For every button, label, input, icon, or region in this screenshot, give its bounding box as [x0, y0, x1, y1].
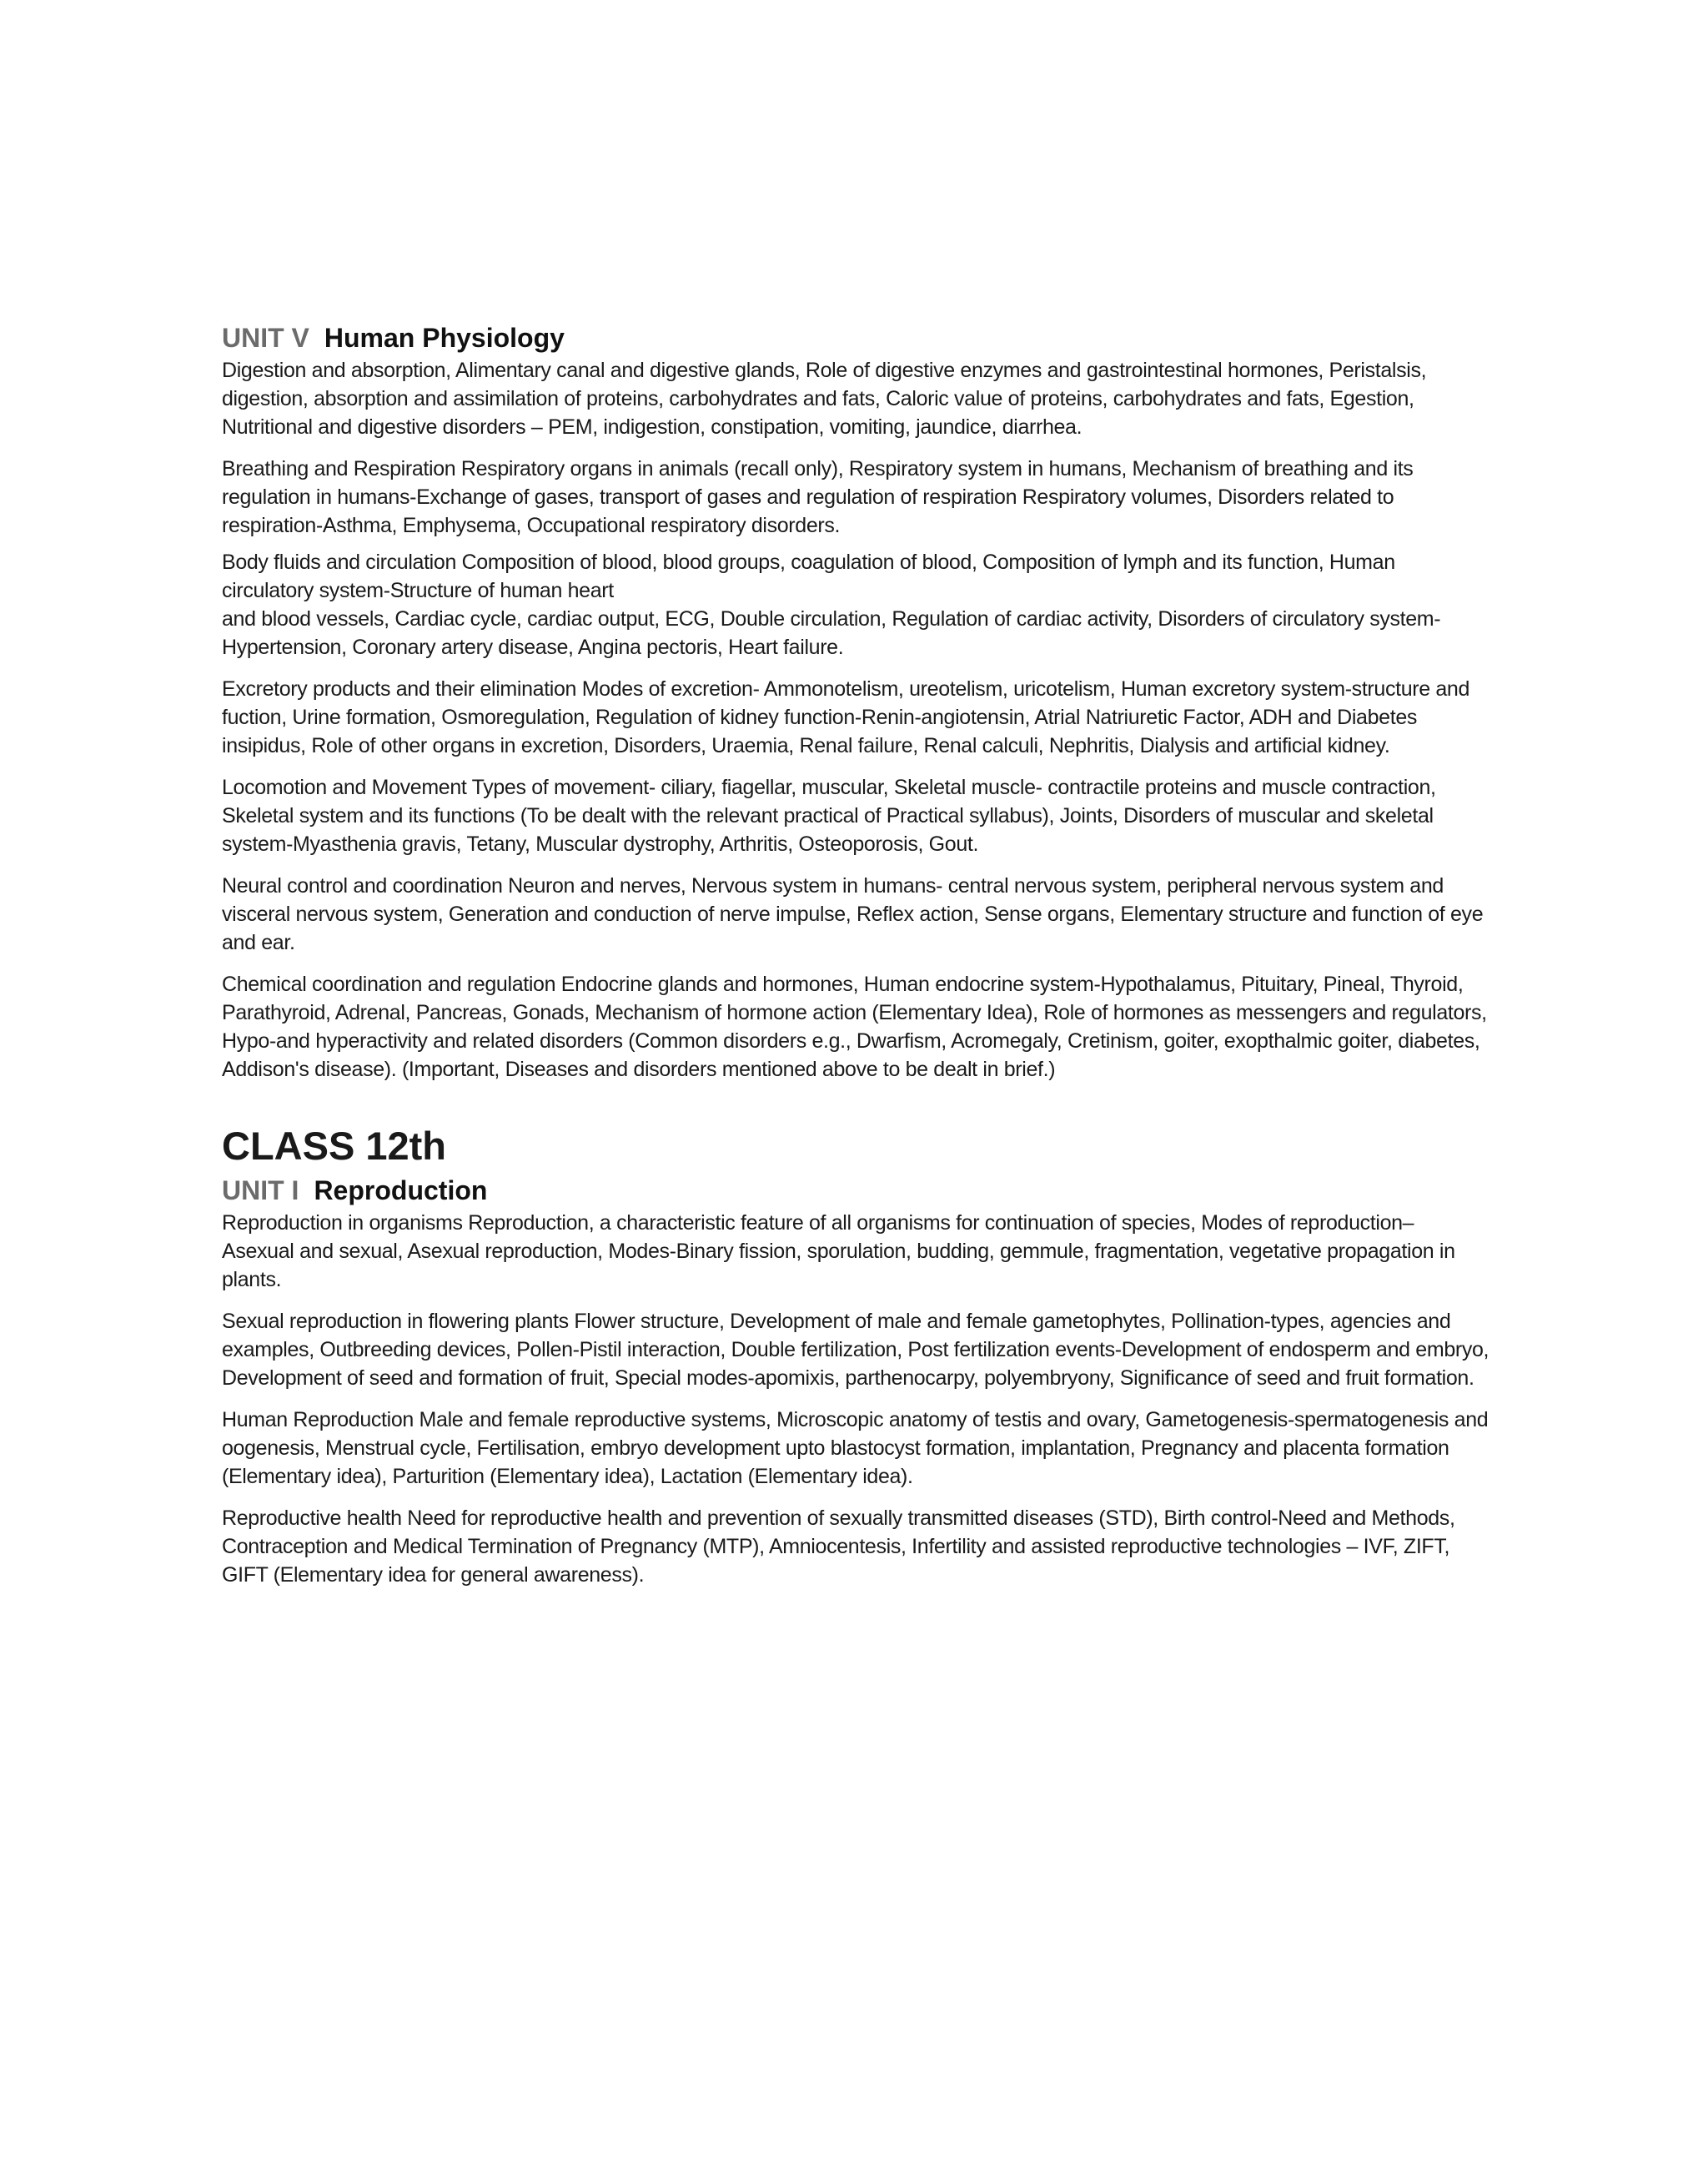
- class-12-heading: CLASS 12th: [222, 1124, 446, 1168]
- unit-i-label: UNIT I: [222, 1175, 299, 1205]
- paragraph-digestion: Digestion and absorption, Alimentary canal and digestive glands, Role of digestive enzymes and gastrointestinal hormones, Peristalsis, digestion, absorption and assimilation of proteins, carbohydrates and fats, Caloric value of proteins, carbohydrates and fats, Egestion, Nutritional and digestive disorders – PEM, indigestion, constipation, vomiting, jaundice, diarrhea.: [222, 359, 1427, 439]
- paragraph-circulation-part2: and blood vessels, Cardiac cycle, cardiac output, ECG, Double circulation, Regulation of cardiac activity, Disorders of circulatory system-Hypertension, Coronary artery disease, Angina pectoris, Heart failure.: [222, 607, 1441, 659]
- unit-i-heading: [222, 1174, 1489, 1207]
- document-page: [222, 321, 1489, 1602]
- paragraph-chemical-coordination: Chemical coordination and regulation Endocrine glands and hormones, Human endocrine system-Hypothalamus, Pituitary, Pineal, Thyroid, Parathyroid, Adrenal, Pancreas, Gonads, Mechanism of hormone action (Elementary Idea), Role of hormones as messengers and regulators, Hypo-and hyperactivity and related disorders (Common disorders e.g., Dwarfism, Acromegaly, Cretinism, goiter, exopthalmic goiter, diabetes, Addison's disease). (Important, Diseases and disorders mentioned above to be dealt in brief.): [222, 973, 1487, 1081]
- unit-v-label: UNIT V: [222, 323, 309, 353]
- paragraph-reproductive-health: Reproductive health Need for reproductive health and prevention of sexually transmitted diseases (STD), Birth control-Need and Methods, Contraception and Medical Termination of Pregnancy (MTP), Amniocentesis, Infertility and assisted reproductive technologies – IVF, ZIFT, GIFT (Elementary idea for general awareness).: [222, 1506, 1455, 1587]
- paragraph-neural-control: Neural control and coordination Neuron and nerves, Nervous system in humans- central nervous system, peripheral nervous system and visceral nervous system, Generation and conduction of nerve impulse, Reflex action, Sense organs, Elementary structure and function of eye and ear.: [222, 874, 1484, 954]
- unit-i-title: Reproduction: [314, 1175, 488, 1205]
- paragraph-respiration: Breathing and Respiration Respiratory organs in animals (recall only), Respiratory system in humans, Mechanism of breathing and its regulation in humans-Exchange of gases, transport of gases and regulation of respiration Respiratory volumes, Disorders related to respiration-Asthma, Emphysema, Occupational respiratory disorders.: [222, 457, 1414, 537]
- paragraph-excretion: Excretory products and their elimination Modes of excretion- Ammonotelism, ureotelism, uricotelism, Human excretory system-structure and fuction, Urine formation, Osmoregulation, Regulation of kidney function-Renin-angiotensin, Atrial Natriuretic Factor, ADH and Diabetes insipidus, Role of other organs in excretion, Disorders, Uraemia, Renal failure, Renal calculi, Nephritis, Dialysis and artificial kidney.: [222, 677, 1470, 757]
- paragraph-sexual-reproduction-plants: Sexual reproduction in flowering plants Flower structure, Development of male and female gametophytes, Pollination-types, agencies and examples, Outbreeding devices, Pollen-Pistil interaction, Double fertilization, Post fertilization events-Development of endosperm and embryo, Development of seed and formation of fruit, Special modes-apomixis, parthenocarpy, polyembryony, Significance of seed and fruit formation.: [222, 1310, 1489, 1390]
- unit-v-title: Human Physiology: [324, 323, 565, 353]
- unit-v-heading: [222, 321, 1489, 355]
- paragraph-locomotion: Locomotion and Movement Types of movement- ciliary, fiagellar, muscular, Skeletal muscle- contractile proteins and muscle contraction, Skeletal system and its functions (To be dealt with the relevant practical of Practical syllabus), Joints, Disorders of muscular and skeletal system-Myasthenia gravis, Tetany, Muscular dystrophy, Arthritis, Osteoporosis, Gout.: [222, 776, 1436, 856]
- paragraph-reproduction-organisms: Reproduction in organisms Reproduction, a characteristic feature of all organisms for continuation of species, Modes of reproduction– Asexual and sexual, Asexual reproduction, Modes-Binary fission, sporulation, budding, gemmule, fragmentation, vegetative propagation in plants.: [222, 1211, 1455, 1291]
- paragraph-circulation-part1: Body fluids and circulation Composition of blood, blood groups, coagulation of blood, Composition of lymph and its function, Human circulatory system-Structure of human heart: [222, 551, 1395, 602]
- paragraph-human-reproduction: Human Reproduction Male and female reproductive systems, Microscopic anatomy of testis and ovary, Gametogenesis-spermatogenesis and oogenesis, Menstrual cycle, Fertilisation, embryo development upto blastocyst formation, implantation, Pregnancy and placenta formation (Elementary idea), Parturition (Elementary idea), Lactation (Elementary idea).: [222, 1408, 1489, 1488]
